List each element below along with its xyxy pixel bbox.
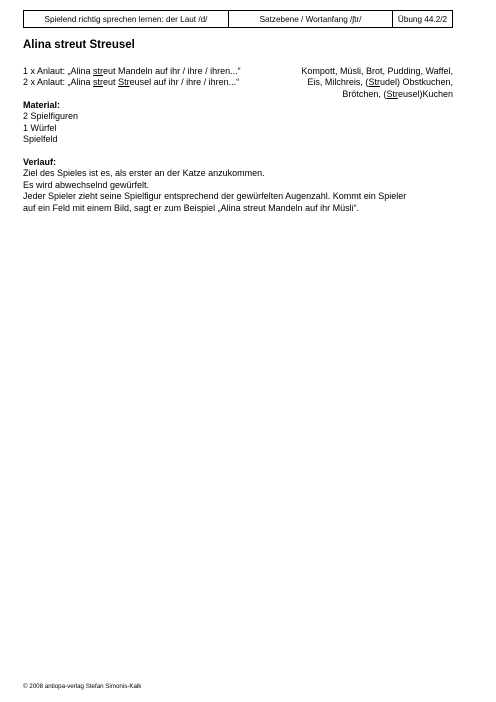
words-line-2-b: eusel)Kuchen: [397, 88, 453, 99]
page-title: Alina streut Streusel: [23, 39, 135, 51]
anlaut-row-1-sentence: [23, 66, 241, 77]
verlauf-line: auf ein Feld mit einem Bild, sagt er zum Beispiel „Alina streut Mandeln auf ihr Müsli“.: [23, 202, 360, 213]
anlaut-row-1-rest: eut Mandeln auf ihr / ihre / ihren...“: [103, 66, 241, 76]
header-topic: Spielend richtig sprechen lernen: der Laut /d/: [24, 11, 229, 27]
material-item: 2 Spielfiguren: [23, 111, 79, 122]
words-line-1-b: udel) Obstkuchen,: [379, 77, 453, 88]
header-level: Satzebene / Wortanfang /ʃtr/: [229, 11, 393, 27]
header-table: [23, 10, 453, 28]
material-item: Spielfeld: [23, 134, 58, 145]
anlaut-row-2-underlined-1: str: [93, 77, 104, 88]
anlaut-row-2-rest: eusel auf ihr / ihre / ihren...“: [129, 77, 240, 88]
anlaut-row-2-sentence: [23, 77, 239, 88]
anlaut-row-1-prefix: 1 x Anlaut: „Alina: [23, 66, 94, 76]
anlaut-row-2-words-line-2: [307, 89, 453, 100]
material-label: Material:: [23, 100, 61, 110]
header-exercise: Übung 44.2/2: [397, 14, 448, 24]
verlauf-section: [23, 157, 453, 214]
anlaut-row-1-words: Kompott, Müsli, Brot, Pudding, Waffel,: [301, 66, 453, 76]
anlaut-row-1: [23, 66, 453, 77]
words-line-2-underlined: Str: [386, 88, 398, 99]
anlaut-row-2-prefix: 2 x Anlaut: „Alina: [23, 77, 94, 88]
anlaut-row-1-underlined: str: [93, 66, 104, 76]
verlauf-line: Ziel des Spieles ist es, als erster an der Katze anzukommen.: [23, 168, 265, 179]
verlauf-line: Jeder Spieler zieht seine Spielfigur entsprechend der gewürfelten Augenzahl. Kommt ein Spieler: [23, 191, 407, 202]
anlaut-row-2-underlined-2: Str: [118, 77, 130, 88]
anlaut-section: [23, 66, 453, 100]
anlaut-row-2-words-line-1: [307, 77, 453, 88]
material-item: 1 Würfel: [23, 122, 57, 133]
material-section: [23, 100, 453, 146]
verlauf-label: Verlauf:: [23, 157, 57, 167]
verlauf-line: Es wird abwechselnd gewürfelt.: [23, 179, 150, 190]
copyright-footer: © 2008 antiopa-verlag Stefan Simonis-Kalk: [23, 683, 142, 690]
anlaut-row-2-words: [307, 77, 453, 100]
words-line-1-underlined: Str: [368, 77, 380, 88]
anlaut-row-2: [23, 77, 453, 100]
words-line-1-a: Eis, Milchreis, (: [307, 77, 369, 88]
anlaut-row-2-mid: eut: [103, 77, 119, 88]
words-line-2-a: Brötchen, (: [342, 88, 387, 99]
